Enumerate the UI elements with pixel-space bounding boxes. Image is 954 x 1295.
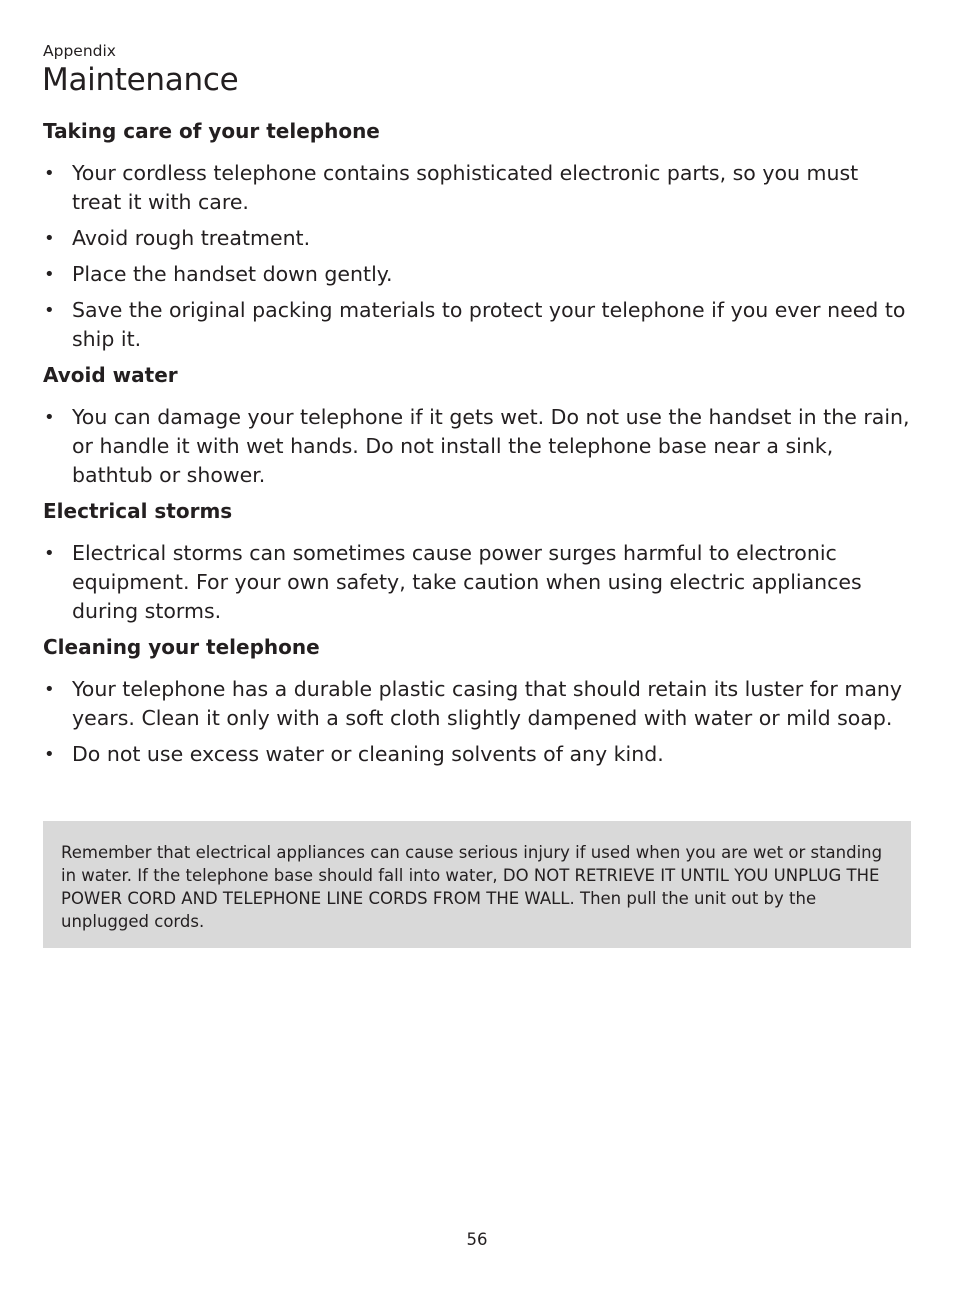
list-item xyxy=(43,260,911,289)
warning-note xyxy=(43,821,911,948)
list-item-text: Do not use excess water or cleaning solvents of any kind. xyxy=(72,742,664,766)
bullet-icon: • xyxy=(44,163,55,184)
list-item-text: Your cordless telephone contains sophisticated electronic parts, so you must treat it with care. xyxy=(72,161,859,214)
section-kicker: Appendix xyxy=(43,42,116,60)
bullet-icon: • xyxy=(44,228,55,249)
bullet-icon: • xyxy=(44,679,55,700)
bullet-icon: • xyxy=(44,744,55,765)
bullet-icon: • xyxy=(44,300,55,321)
section-heading: Electrical storms xyxy=(43,499,233,523)
list-item xyxy=(43,296,911,354)
list-item xyxy=(43,675,911,733)
content xyxy=(43,117,911,776)
section-heading: Cleaning your telephone xyxy=(43,635,320,659)
list-item-text: Your telephone has a durable plastic casing that should retain its luster for many years. Clean it only with a soft cloth slightly dampened with water or mild soap. xyxy=(72,677,902,730)
section-taking-care xyxy=(43,117,911,354)
bullet-list xyxy=(43,539,911,626)
bullet-list xyxy=(43,675,911,769)
list-item xyxy=(43,159,911,217)
section-avoid-water xyxy=(43,361,911,490)
section-heading: Avoid water xyxy=(43,363,178,387)
bullet-icon: • xyxy=(44,407,55,428)
list-item xyxy=(43,740,911,769)
list-item-text: Save the original packing materials to protect your telephone if you ever need to ship it. xyxy=(72,298,906,351)
section-cleaning xyxy=(43,633,911,769)
bullet-list xyxy=(43,159,911,354)
list-item xyxy=(43,224,911,253)
page-number: 56 xyxy=(466,1230,488,1249)
section-electrical-storms xyxy=(43,497,911,626)
list-item xyxy=(43,539,911,626)
list-item xyxy=(43,403,911,490)
list-item-text: Electrical storms can sometimes cause power surges harmful to electronic equipment. For your own safety, take caution when using electric appliances during storms. xyxy=(72,541,862,623)
warning-note-text: Remember that electrical appliances can cause serious injury if used when you are wet or standing in water. If the telephone base should fall into water, DO NOT RETRIEVE IT UNTIL YOU UNPLUG THE POWER CORD AND TELEPHONE LINE CORDS FROM THE WALL. Then pull the unit out by the unplugged cords. xyxy=(61,843,883,931)
section-heading: Taking care of your telephone xyxy=(43,119,380,143)
list-item-text: Place the handset down gently. xyxy=(72,262,393,286)
bullet-icon: • xyxy=(44,264,55,285)
list-item-text: Avoid rough treatment. xyxy=(72,226,311,250)
bullet-list xyxy=(43,403,911,490)
bullet-icon: • xyxy=(44,543,55,564)
list-item-text: You can damage your telephone if it gets wet. Do not use the handset in the rain, or handle it with wet hands. Do not install the telephone base near a sink, bathtub or shower. xyxy=(72,405,910,487)
page-title: Maintenance xyxy=(42,62,239,98)
